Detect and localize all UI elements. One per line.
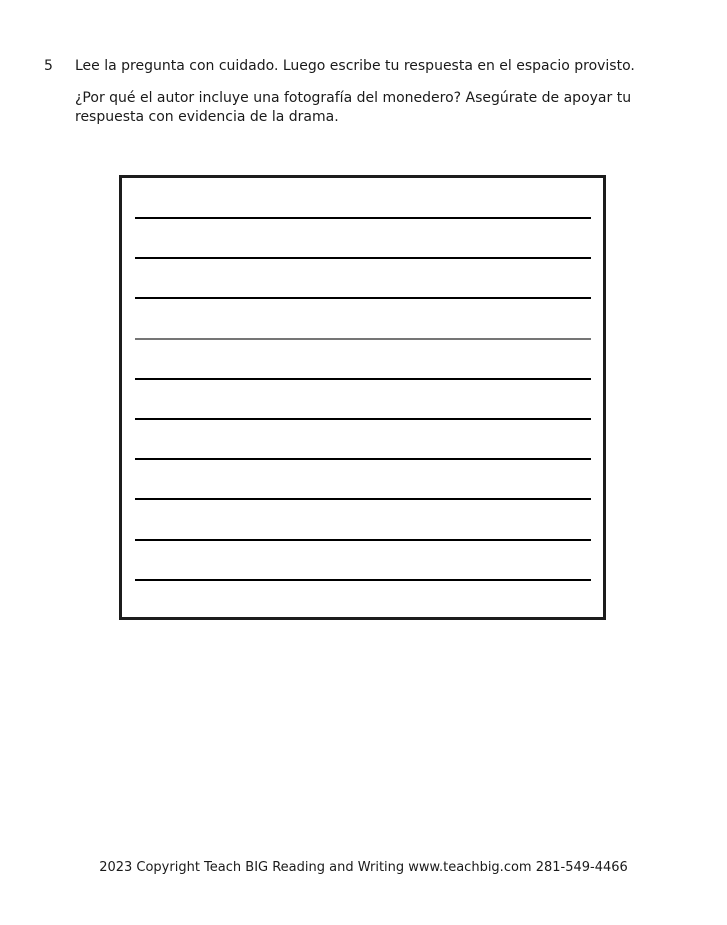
answer-line [135, 458, 591, 460]
answer-line [135, 498, 591, 500]
footer-copyright: 2023 Copyright Teach BIG Reading and Writing www.teachbig.com 281-549-4466 [99, 860, 628, 875]
answer-line [135, 418, 591, 420]
answer-line [135, 378, 591, 380]
answer-line [135, 579, 591, 581]
question-prompt: ¿Por qué el autor incluye una fotografía del monedero? Asegúrate de apoyar tu respuesta con evidencia de la drama. [75, 90, 632, 125]
answer-box [119, 175, 606, 620]
answer-line [135, 257, 591, 259]
answer-line [135, 539, 591, 541]
question-number: 5 [44, 58, 53, 74]
answer-line [135, 217, 591, 219]
answer-line [135, 338, 591, 340]
question-instruction: Lee la pregunta con cuidado. Luego escribe tu respuesta en el espacio provisto. [75, 58, 635, 74]
answer-line [135, 297, 591, 299]
